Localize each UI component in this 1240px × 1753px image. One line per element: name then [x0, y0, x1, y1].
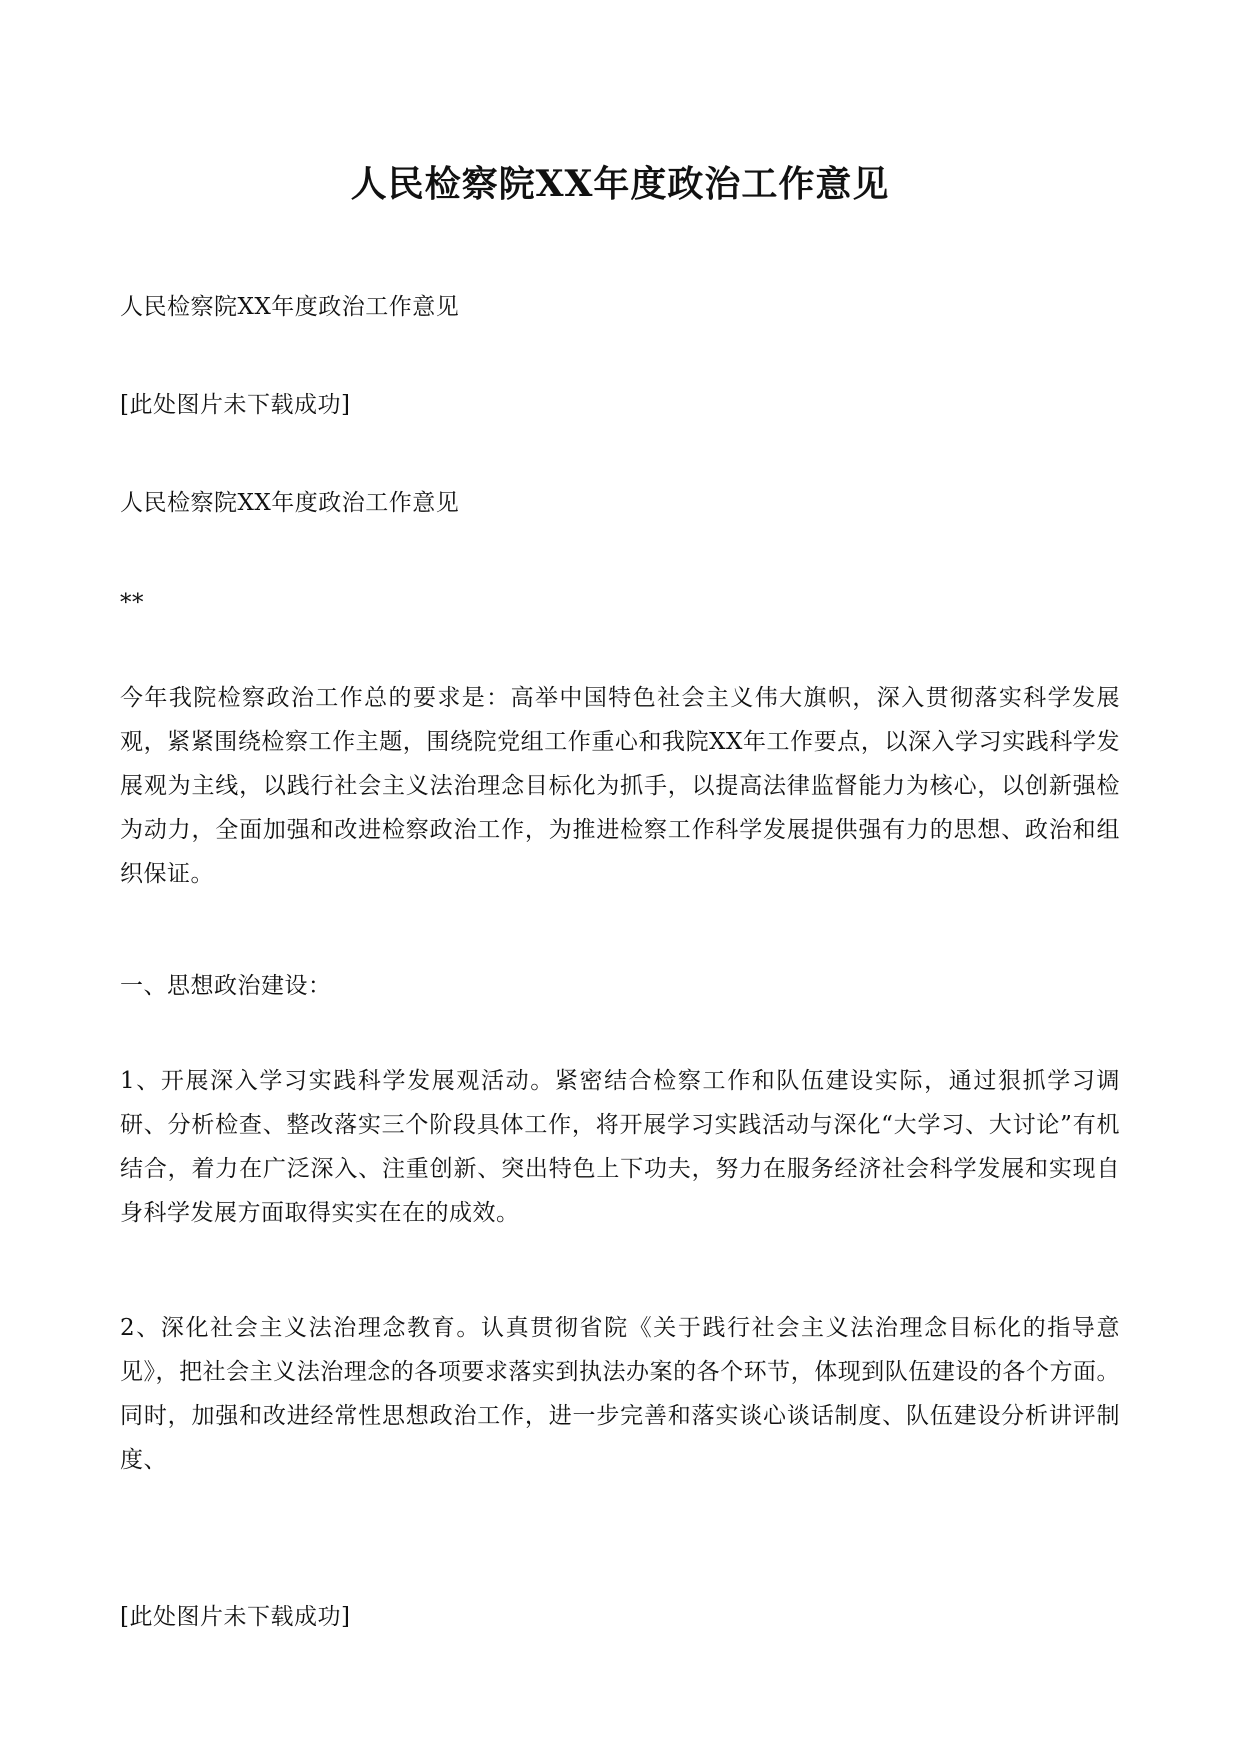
- image-placeholder-text-2: [此处图片未下载成功]: [120, 1604, 351, 1630]
- image-placeholder-text: [此处图片未下载成功]: [120, 392, 351, 418]
- asterisk-line: **: [120, 590, 144, 616]
- section-heading: 一、思想政治建设：: [120, 973, 332, 999]
- subtitle-paragraph: 人民检察院XX年度政治工作意见: [120, 294, 460, 320]
- item-1-paragraph: 1、开展深入学习实践科学发展观活动。紧密结合检察工作和队伍建设实际，通过狠抓学习调研、分析检查、整改落实三个阶段具体工作，将开展学习实践活动与深化“大学习、大讨论”有机结合，着力在广泛深入、注重创新、突出特色上下功夫，努力在服务经济社会科学发展和实现自身科学发展方面取得实实在在的成效。: [120, 1068, 1120, 1226]
- intro-paragraph: 今年我院检察政治工作总的要求是：高举中国特色社会主义伟大旗帜，深入贯彻落实科学发展观，紧紧围绕检察工作主题，围绕院党组工作重心和我院XX年工作要点，以深入学习实践科学发展观为主线，以践行社会主义法治理念目标化为抓手，以提高法律监督能力为核心，以创新强检为动力，全面加强和改进检察政治工作，为推进检察工作科学发展提供强有力的思想、政治和组织保证。: [120, 685, 1120, 887]
- document-title: 人民检察院XX年度政治工作意见: [350, 163, 890, 205]
- item-2-paragraph: 2、深化社会主义法治理念教育。认真贯彻省院《关于践行社会主义法治理念目标化的指导意见》，把社会主义法治理念的各项要求落实到执法办案的各个环节，体现到队伍建设的各个方面。同时，加强和改进经常性思想政治工作，进一步完善和落实谈心谈话制度、队伍建设分析讲评制度、: [120, 1315, 1120, 1473]
- subtitle-paragraph-repeat: 人民检察院XX年度政治工作意见: [120, 490, 460, 516]
